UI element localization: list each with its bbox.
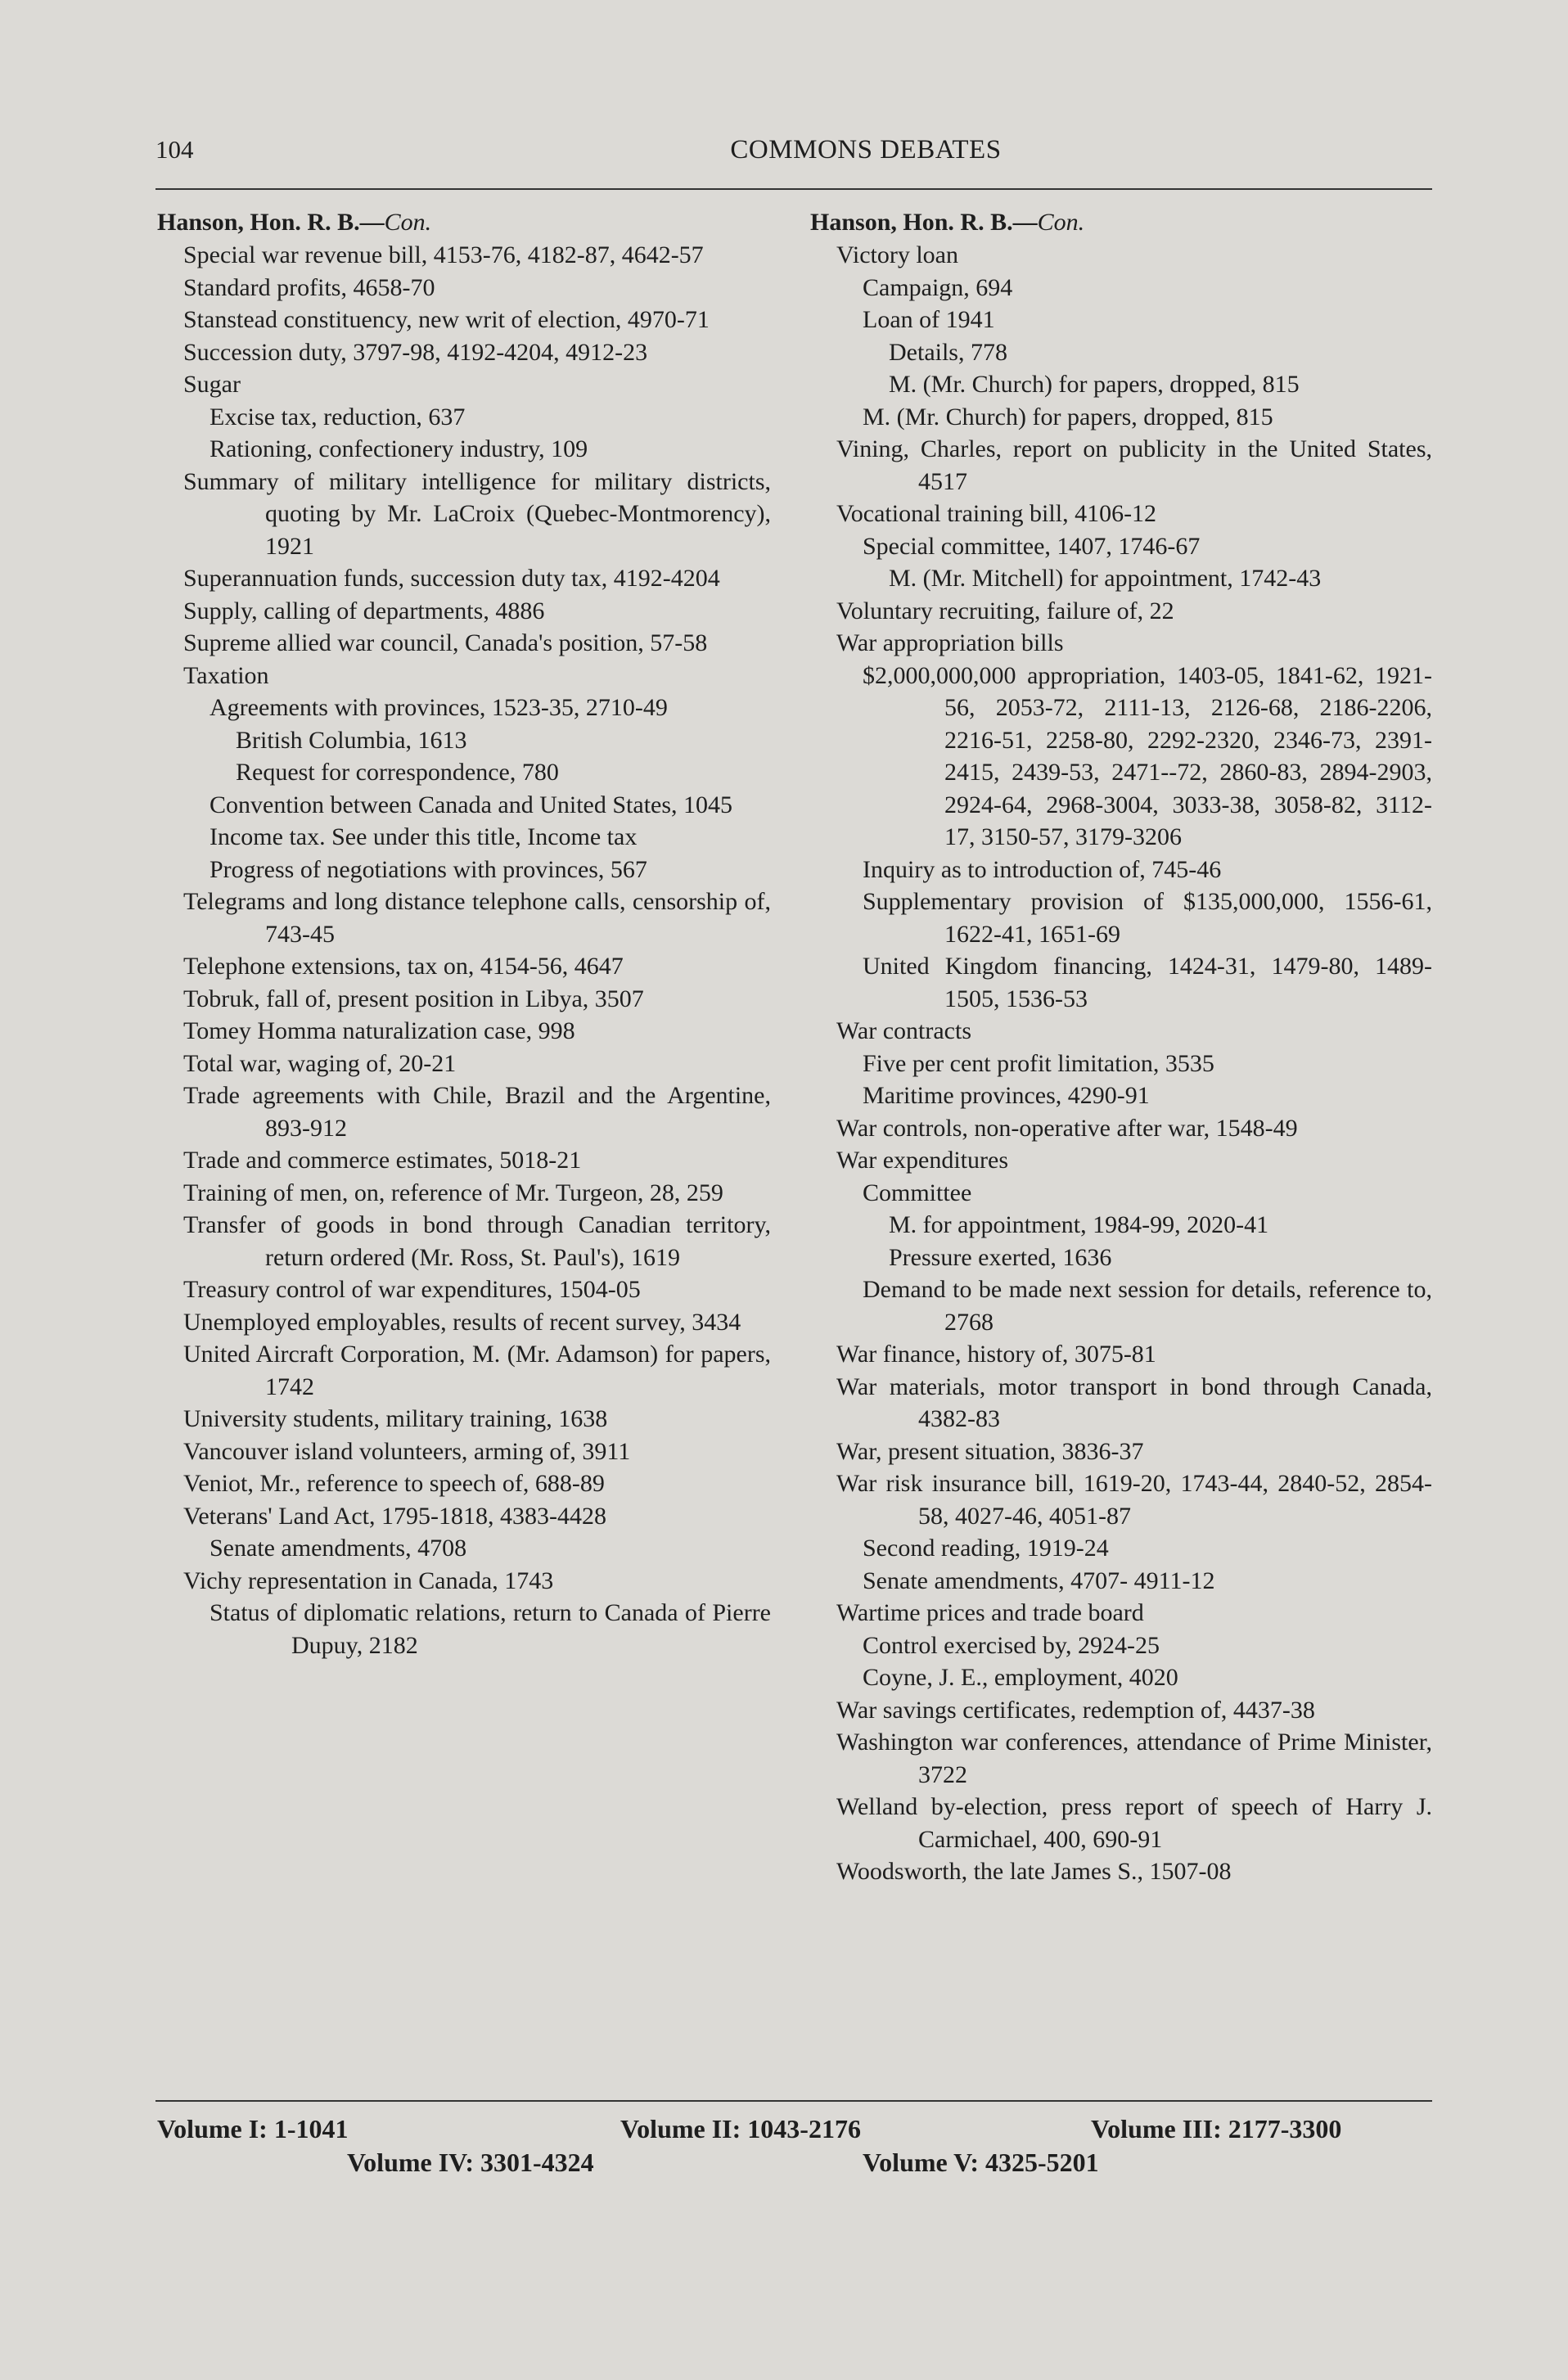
volume-range: 4325-5201 [985,2148,1099,2177]
volume-label: Volume II: [620,2114,741,2143]
index-entry: Superannuation funds, succession duty tax, 4192-4204 [183,565,720,592]
index-entry: $2,000,000,000 appropriation, 1403-05, 1841-62, 1921-56, 2053-72, 2111-13, 2126-68, 2186-2206, 2216-51, 2258-80, 2292-2320, 2346-73, 2391-2415, 2439-53, 2471--72, 2860-83, 2894-2903, 2924-64, 2968-3004, 3033-38, 3058-82, 3112-17, 3150-57, 3179-3206 [863,661,1432,850]
index-entry: Victory loan [836,241,958,268]
index-entry: Agreements with provinces, 1523-35, 2710-49 [210,694,668,721]
index-entry: Sugar [183,371,241,398]
index-entry: War, present situation, 3836-37 [836,1437,1144,1465]
index-entry: Five per cent profit limitation, 3535 [863,1049,1214,1077]
index-entry: War contracts [836,1017,971,1044]
column-heading [157,206,771,239]
volume-3 [1091,2114,1341,2144]
index-entry: Excise tax, reduction, 637 [210,403,466,430]
index-entry: Status of diplomatic relations, return to Canada of Pierre Dupuy, 2182 [210,1599,771,1659]
index-entry: University students, military training, 1638 [183,1405,608,1432]
index-entry: War finance, history of, 3075-81 [836,1341,1156,1368]
index-entry: Pressure exerted, 1636 [889,1243,1112,1271]
index-entry: Welland by-election, press report of speech of Harry J. Carmichael, 400, 690-91 [836,1793,1432,1853]
index-entry: Voluntary recruiting, failure of, 22 [836,597,1174,624]
index-entry: Veterans' Land Act, 1795-1818, 4383-4428 [183,1502,606,1530]
index-entry: Tomey Homma naturalization case, 998 [183,1017,575,1044]
index-entry: United Aircraft Corporation, M. (Mr. Adamson) for papers, 1742 [183,1341,771,1400]
index-entry: Second reading, 1919-24 [863,1535,1109,1562]
index-entry: Control exercised by, 2924-25 [863,1631,1160,1659]
index-entry: Supplementary provision of $135,000,000, 1556-61, 1622-41, 1651-69 [863,888,1432,948]
index-entry: Unemployed employables, results of recent survey, 3434 [183,1308,741,1336]
index-entry: M. (Mr. Church) for papers, dropped, 815 [889,371,1300,398]
volume-2 [620,2114,861,2144]
volume-5 [863,2148,1099,2178]
volume-label: Volume III: [1091,2114,1222,2143]
index-entry: Campaign, 694 [863,273,1013,301]
index-entry: Succession duty, 3797-98, 4192-4204, 4912-23 [183,338,648,366]
index-entry: Trade and commerce estimates, 5018-21 [183,1147,582,1174]
index-entry: Vancouver island volunteers, arming of, 3911 [183,1437,631,1465]
index-entry: Trade agreements with Chile, Brazil and the Argentine, 893-912 [183,1082,771,1142]
index-entry: Details, 778 [889,338,1007,366]
index-entry: M. for appointment, 1984-99, 2020-41 [889,1211,1269,1238]
index-entry: Tobruk, fall of, present position in Libya, 3507 [183,985,644,1012]
index-entry: Supreme allied war council, Canada's position, 57-58 [183,629,708,656]
left-column [157,206,771,1661]
column-heading [810,206,1432,239]
index-entry: Stanstead constituency, new writ of election, 4970-71 [183,306,710,333]
volume-1 [157,2114,348,2144]
index-entry: Committee [863,1179,972,1206]
volume-label: Volume V: [863,2148,979,2177]
index-entry: Vichy representation in Canada, 1743 [183,1566,554,1594]
index-entry: Special committee, 1407, 1746-67 [863,532,1201,560]
volume-4 [347,2148,594,2178]
index-entry: Senate amendments, 4707- 4911-12 [863,1566,1215,1594]
index-entry: British Columbia, 1613 [236,726,467,754]
running-head: COMMONS DEBATES [730,135,1002,165]
index-entry: Coyne, J. E., employment, 4020 [863,1664,1178,1691]
index-entry: Telephone extensions, tax on, 4154-56, 4647 [183,953,624,980]
index-entry: M. (Mr. Church) for papers, dropped, 815 [863,403,1273,430]
index-entry: War appropriation bills [836,629,1064,656]
index-entry: Supply, calling of departments, 4886 [183,597,545,624]
index-entry: Income tax. See under this title, Income tax [210,823,638,850]
index-entry: War expenditures [836,1147,1008,1174]
index-entry: Demand to be made next session for details, reference to, 2768 [863,1276,1432,1336]
index-entry: War controls, non-operative after war, 1548-49 [836,1114,1298,1142]
index-entry: Inquiry as to introduction of, 745-46 [863,855,1222,883]
volume-label: Volume IV: [347,2148,474,2177]
heading-cont: Con. [384,209,432,236]
index-entry: Woodsworth, the late James S., 1507-08 [836,1858,1232,1885]
volume-range: 1-1041 [273,2114,349,2143]
index-entry: Senate amendments, 4708 [210,1535,467,1562]
index-entry: Request for correspondence, 780 [236,759,559,786]
index-entry: Wartime prices and trade board [836,1599,1144,1626]
index-entry: Summary of military intelligence for military districts, quoting by Mr. LaCroix (Quebec-Montmorency), 1921 [183,467,771,560]
volume-range: 1043-2176 [747,2114,861,2143]
index-entry: Vining, Charles, report on publicity in the United States, 4517 [836,435,1432,495]
index-entry: M. (Mr. Mitchell) for appointment, 1742-43 [889,565,1322,592]
index-entry: Progress of negotiations with provinces, 567 [210,855,647,883]
index-entry: War savings certificates, redemption of, 4437-38 [836,1696,1315,1724]
volume-label: Volume I: [157,2114,268,2143]
page-number: 104 [155,135,194,164]
index-entry: Veniot, Mr., reference to speech of, 688-89 [183,1470,605,1497]
index-entry: Maritime provinces, 4290-91 [863,1082,1150,1109]
index-entry: Telegrams and long distance telephone calls, censorship of, 743-45 [183,888,771,948]
index-entry: Special war revenue bill, 4153-76, 4182-87, 4642-57 [183,241,704,268]
index-entry: Loan of 1941 [863,306,995,333]
index-entry: Vocational training bill, 4106-12 [836,500,1157,527]
index-entry: Standard profits, 4658-70 [183,273,435,301]
heading-name: Hanson, Hon. R. B.— [810,209,1038,236]
bottom-rule [155,2100,1432,2102]
index-entry: Treasury control of war expenditures, 1504-05 [183,1276,641,1303]
index-entry: Taxation [183,661,269,689]
volume-range: 2177-3300 [1228,2114,1342,2143]
index-entry: Transfer of goods in bond through Canadian territory, return ordered (Mr. Ross, St. Paul's), 1619 [183,1211,771,1271]
index-entry: Rationing, confectionery industry, 109 [210,435,588,462]
right-column [810,206,1432,1888]
top-rule [155,188,1432,190]
index-entry: Washington war conferences, attendance of Prime Minister, 3722 [836,1729,1432,1788]
index-entry: Total war, waging of, 20-21 [183,1049,457,1077]
volume-range: 3301-4324 [480,2148,594,2177]
index-entry: Convention between Canada and United States, 1045 [210,791,733,818]
index-entry: War risk insurance bill, 1619-20, 1743-44, 2840-52, 2854-58, 4027-46, 4051-87 [836,1470,1432,1530]
heading-name: Hanson, Hon. R. B.— [157,209,385,236]
heading-cont: Con. [1037,209,1085,236]
index-entry: Training of men, on, reference of Mr. Turgeon, 28, 259 [183,1179,723,1206]
index-entry: War materials, motor transport in bond through Canada, 4382-83 [836,1373,1432,1432]
index-entry: United Kingdom financing, 1424-31, 1479-80, 1489-1505, 1536-53 [863,953,1432,1012]
